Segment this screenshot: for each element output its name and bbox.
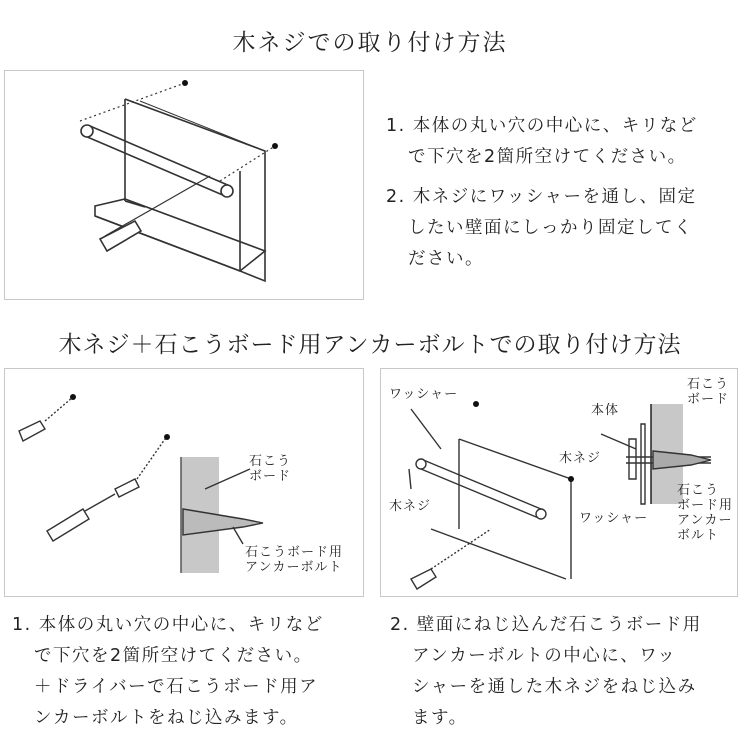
label-line: ボード: [687, 392, 730, 407]
wood-screw-label: 木ネジ: [559, 451, 602, 466]
board-label: [249, 454, 291, 484]
board-label: [687, 377, 729, 407]
step-text-line: 2. 壁面にねじ込んだ石こうボード用: [390, 615, 702, 635]
step-text-line: ＋ドライバーで石こうボード用ア: [34, 677, 319, 697]
section1-step-1: [386, 111, 698, 173]
step-text-line: ンカーボルトをねじ込みます。: [34, 708, 299, 728]
label-line: 石こう: [687, 377, 730, 392]
anchor-label: [245, 545, 343, 575]
section1-step-2: [386, 182, 697, 275]
label-line: アンカーボルト: [245, 560, 343, 575]
step-text-line: 1. 本体の丸い穴の中心に、キリなど: [386, 116, 698, 136]
step-text-line: 2. 木ネジにワッシャーを通し、固定: [386, 187, 697, 207]
body-label: 本体: [591, 403, 620, 418]
step-text-line: ださい。: [408, 249, 484, 269]
step-text-line: アンカーボルトの中心に、ワッ: [412, 646, 677, 666]
section2-title: 木ネジ＋石こうボード用アンカーボルトでの取り付け方法: [58, 332, 682, 358]
label-line: ボード: [249, 469, 292, 484]
label-line: ボード用: [677, 498, 734, 513]
step-text-line: シャーを通した木ネジをねじ込み: [412, 677, 697, 697]
label-line: 石こうボード用: [245, 545, 344, 560]
label-line: 石こう: [677, 483, 720, 498]
holder-drawing: [5, 71, 363, 299]
anchor-mount-illustration: [380, 368, 738, 597]
wood-screw-illustration: [4, 70, 364, 300]
step-text-line: で下穴を2箇所空けてください。: [408, 147, 687, 167]
anchor-label: [677, 483, 733, 543]
section2-step-2: [390, 610, 702, 734]
label-line: アンカー: [677, 513, 733, 528]
wood-screw-label-left: 木ネジ: [389, 499, 432, 514]
step-text-line: したい壁面にしっかり固定してく: [408, 218, 693, 238]
anchor-insert-illustration: [4, 368, 364, 597]
step-text-line: で下穴を2箇所空けてください。: [34, 646, 313, 666]
label-line: 石こう: [249, 454, 292, 469]
washer-label: ワッシャー: [579, 511, 649, 526]
step-text-line: ます。: [412, 708, 468, 728]
step-text-line: 1. 本体の丸い穴の中心に、キリなど: [12, 615, 324, 635]
section2-step-1: [12, 610, 324, 734]
label-line: ボルト: [677, 528, 720, 543]
washer-label-top: ワッシャー: [389, 387, 459, 402]
section1-title: 木ネジでの取り付け方法: [232, 30, 508, 56]
